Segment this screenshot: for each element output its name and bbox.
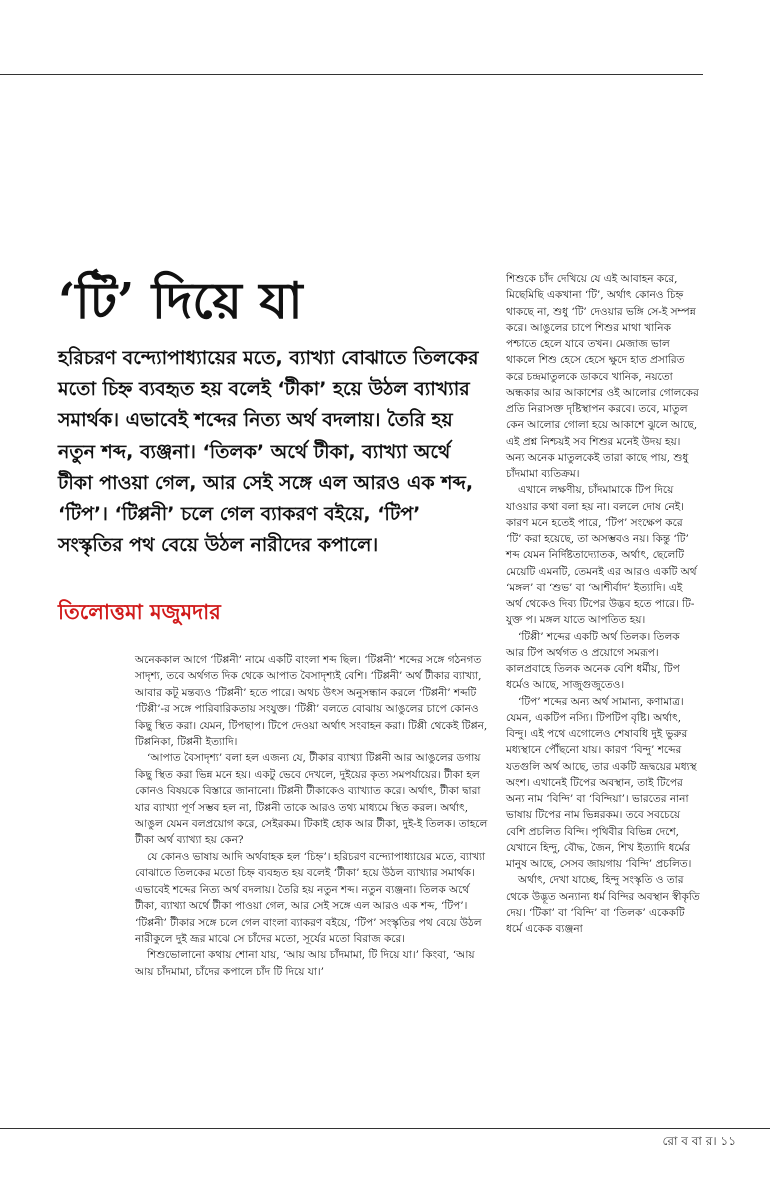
body-paragraph: অনেককাল আগে ‘টিপ্পনী’ নামে একটি বাংলা শব্দ ছিল। ‘টিপ্পনী’ শব্দের সঙ্গে গঠনগত সাদৃশ্য, তবে অর্থগত দিক থেকে আপাত বৈসাদৃশ্যই বেশি। ‘টিপ্পনী’ অর্থ টীকার ব্যাখ্যা, আবার কটূ মন্তব্যও ‘টিপ্পনী’ হতে পারে। অথচ উৎস অনুসন্ধান করলে ‘টিপ্পনী’ শব্দটি ‘টিপ্পী’-র সঙ্গে পারিবারিকতায় সংযুক্ত। ‘টিপ্পী’ বলতে বোঝায় আঙুলের চাপে কোনও কিছু স্থিত করা। যেমন, টিপছাপ। টিপে দেওয়া অর্থাৎ সংবাহন করা। টিপ্পী থেকেই টিপ্পন, টিপ্পনিকা, টিপ্পনী ইত্যাদি।: [135, 654, 488, 749]
top-rule: [0, 74, 703, 75]
article-title: ‘টি’ দিয়ে যা: [58, 271, 303, 330]
author-byline: তিলোত্তমা মজুমদার: [58, 600, 221, 624]
article-lede: [58, 343, 490, 561]
body-column-right: [506, 271, 700, 937]
lede-text: হরিচরণ বন্দ্যোপাধ্যায়ের মতে, ব্যাখ্যা বোঝাতে তিলকের মতো চিহ্ন ব্যবহৃত হয় বলেই ‘টীকা’ হয়ে উঠল ব্যাখ্যার সমার্থক। এভাবেই শব্দের নিত্য অর্থ বদলায়। তৈরি হয় নতুন শব্দ, ব্যঞ্জনা। ‘তিলক’ অর্থে টীকা, ব্যাখ্যা অর্থে টীকা পাওয়া গেল, আর সেই সঙ্গে এল আরও এক শব্দ, ‘টিপ’। ‘টিপ্পনী’ চলে গেল ব্যাকরণ বইয়ে, ‘টিপ’ সংস্কৃতির পথ বেয়ে উঠল নারীদের কপালে।: [58, 347, 479, 557]
body-paragraph: ‘টিপ্পী’ শব্দের একটি অর্থ তিলক। তিলক আর টিপ অর্থগত ও প্রয়োগে সমরূপ। কালপ্রবাহে তিলক অনেক বেশি ধর্মীয়, টিপ ধর্মেও আছে, সাজুগুজুতেও।: [506, 630, 680, 692]
body-column-left: [135, 652, 490, 980]
bottom-rule: [0, 1128, 770, 1129]
page-footer: রো ব বা র। ১১: [662, 1134, 736, 1148]
body-paragraph: ‘আপাত বৈসাদৃশ্য’ বলা হল এজন্য যে, টীকার ব্যাখ্যা টিপ্পনী আর আঙুলের ডগায় কিছু স্থিত করা ভিন্ন মনে হয়। একটু ভেবে দেখলে, দুইয়ের কৃত্য সমপর্যায়ের। টীকা হল কোনও বিষয়কে বিস্তারে জানানো। টিপ্পনী টীকাকেও ব্যাখ্যাত করে। অর্থাৎ, টীকা দ্বারা যার ব্যাখ্যা পূর্ণ সম্ভব হল না, টিপ্পনী তাকে আরও তথ্য মাধ্যমে স্থিত করল। অর্থাৎ, আঙুল যেমন বলপ্রয়োগ করে, সেইরকম। টিকাই হোক আর টীকা, দুই-ই তিলক। তাহলে টীকা অর্থ ব্যাখ্যা হয় কেন?: [135, 752, 488, 847]
body-paragraph: অর্থাৎ, দেখা যাচ্ছে, হিন্দু সংস্কৃতি ও তার থেকে উদ্ভূত অন্যান্য ধর্ম বিন্দির অবস্থান স্বীকৃতি দেয়। ‘টিকা’ বা ‘বিন্দি’ বা ‘তিলক’ একেকটি ধর্মে একেক ব্যঞ্জনা: [506, 874, 700, 935]
body-paragraph: শিশুকে চাঁদ দেখিয়ে যে এই আবাহন করে, মিছেমিছি একখানা ‘টি’, অর্থাৎ কোনও চিহ্ন থাকছে না, শুধু ‘টি’ দেওয়ার ভঙ্গি সে-ই সম্পন্ন করে। আঙুলের চাপে শিশুর মাথা খানিক পশ্চাতে হেলে যাবে তখন। মেজাজ ভাল থাকলে শিশু হেসে হেসে ক্ষুদে হাত প্রসারিত করে চন্দ্রমাতুলকে ডাকবে খানিক, নয়তো অন্ধকার আর আকাশের ওই আলোর গোলকের প্রতি নিরাসক্ত দৃষ্টিস্থাপন করবে। তবে, মাতুল কেন আলোর গোলা হয়ে আকাশে ঝুলে আছে, এই প্রশ্ন নিশ্চয়ই সব শিশুর মনেই উদয় হয়। অন্য অনেক মাতুলকেই তারা কাছে পায়, শুধু চাঁদমামা ব্যতিক্রম।: [506, 273, 699, 480]
body-paragraph: যে কোনও ভাষায় আদি অর্থবাহক হল ‘চিহ্ন’। হরিচরণ বন্দ্যোপাধ্যায়ের মতে, ব্যাখ্যা বোঝাতে তিলকের মতো চিহ্ন ব্যবহৃত হয় বলেই ‘টীকা’ হয়ে উঠল ব্যাখ্যার সমার্থক। এভাবেই শব্দের নিত্য অর্থ বদলায়। তৈরি হয় নতুন শব্দ। নতুন ব্যঞ্জনা। তিলক অর্থে টীকা, ব্যাখ্যা অর্থে টীকা পাওয়া গেল, আর সেই সঙ্গে এল আরও এক শব্দ, ‘টিপ’। ‘টিপ্পনী’ টীকার সঙ্গে চলে গেল বাংলা ব্যাকরণ বইয়ে, ‘টিপ’ সংস্কৃতির পথ বেয়ে উঠল নারীকুলে দুই ভ্রূর মাঝে সে চাঁদের মতো, সূর্যের মতো বিরাজ করে।: [135, 850, 486, 945]
body-paragraph: এখানে লক্ষণীয়, চাঁদমামাকে টিপ দিয়ে যাওয়ার কথা বলা হয় না। বললে দোষ নেই। কারণ মনে হতেই পারে, ‘টিপ’ সংক্ষেপ করে ‘টি’ করা হয়েছে, তা অসম্ভবও নয়। কিন্তু ‘টি’ শব্দ যেমন নির্দিষ্টতাদ্যোতক, অর্থাৎ, ছেলেটি মেয়েটি এমনটি, তেমনই এর আরও একটি অর্থ ‘মঙ্গল’ বা ‘শুভ’ বা ‘আশীর্বাদ’ ইত্যাদি। এই অর্থ থেকেও দিব্য টিপের উদ্ভব হতে পারে। টি-যুক্ত প। মঙ্গল যাতে আপতিত হয়।: [506, 484, 697, 627]
body-paragraph: ‘টিপ’ শব্দের অন্য অর্থ সামান্য, কণামাত্র। যেমন, একটিপ নস্যি। টিপটিপ বৃষ্টি। অর্থাৎ, বিন্দু। এই পথে এগোলেও শেষাবধি দুই ভুরুর মধ্যস্থানে পৌঁছনো যায়। কারণ ‘বিন্দু’ শব্দের যতগুলি অর্থ আছে, তার একটি ভ্রূদ্বয়ের মধ্যস্থ অংশ। এখানেই টিপের অবস্থান, তাই টিপের অন্য নাম ‘বিন্দি’ বা ‘বিন্দিয়া’। ভারতের নানা ভাষায় টিপের নাম ভিন্নরকম। তবে সবচেয়ে বেশি প্রচলিত বিন্দি। পৃথিবীর বিভিন্ন দেশে, যেখানে হিন্দু, বৌদ্ধ, জৈন, শিখ ইত্যাদি ধর্মের মানুষ আছে, সেসব জায়গায় ‘বিন্দি’ প্রচলিত।: [506, 695, 697, 870]
body-paragraph: শিশুভোলানো কথায় শোনা যায়, ‘আয় আয় চাঁদমামা, টি দিয়ে যা।’ কিংবা, ‘আয় আয় চাঁদমামা, চাঁদের কপালে চাঁদ টি দিয়ে যা।’: [135, 949, 475, 978]
